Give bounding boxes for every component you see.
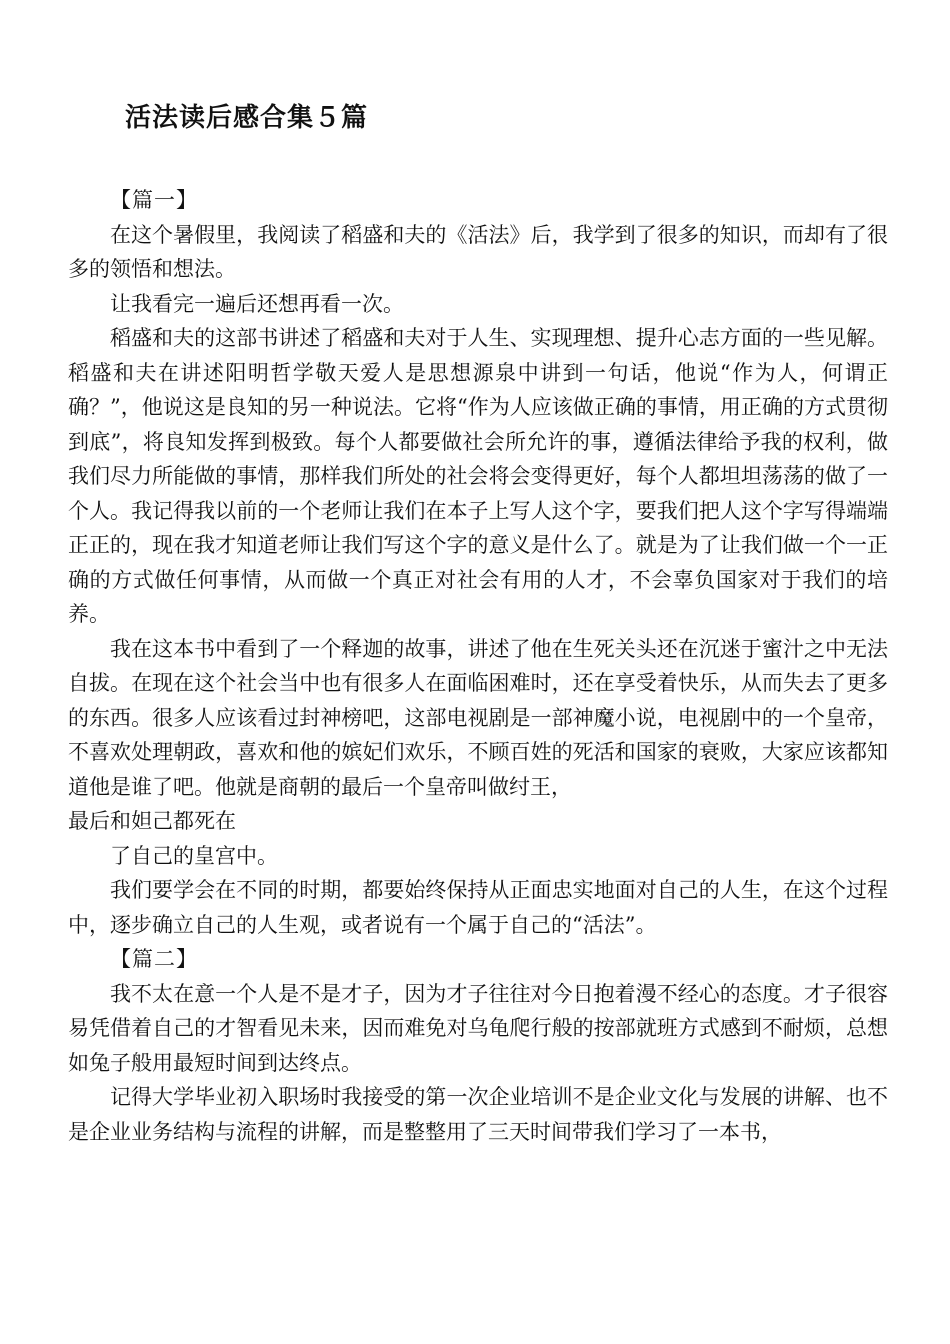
- document-body: [68, 183, 888, 1149]
- paragraph: 稻盛和夫的这部书讲述了稻盛和夫对于人生、实现理想、提升心志方面的一些见解。稻盛和夫在讲述阳明哲学敬天爱人是思想源泉中讲到一句话，他说“作为人，何谓正确？”，他说这是良知的另一种说法。它将“作为人应该做正确的事情，用正确的方式贯彻到底”，将良知发挥到极致。每个人都要做社会所允许的事，遵循法律给予我的权利，做我们尽力所能做的事情，那样我们所处的社会将会变得更好，每个人都坦坦荡荡的做了一个人。我记得我以前的一个老师让我们在本子上写人这个字，要我们把人这个字写得端端正正的，现在我才知道老师让我们写这个字的意义是什么了。就是为了让我们做一个一正确的方式做任何事情，从而做一个真正对社会有用的人才，不会辜负国家对于我们的培养。: [68, 326, 888, 626]
- paragraph: 我们要学会在不同的时期，都要始终保持从正面忠实地面对自己的人生，在这个过程中，逐步确立自己的人生观，或者说有一个属于自己的“活法”。: [68, 878, 888, 937]
- section-heading-1: 【篇一】: [110, 188, 198, 212]
- paragraph: 在这个暑假里，我阅读了稻盛和夫的《活法》后，我学到了很多的知识，而却有了很多的领悟和想法。: [68, 222, 888, 281]
- paragraph: 我在这本书中看到了一个释迦的故事，讲述了他在生死关头还在沉迷于蜜汁之中无法自拔。在现在这个社会当中也有很多人在面临困难时，还在享受着快乐，从而失去了更多的东西。很多人应该看过封神榜吧，这部电视剧是一部神魔小说，电视剧中的一个皇帝，不喜欢处理朝政，喜欢和他的嫔妃们欢乐，不顾百姓的死活和国家的衰败，大家应该都知道他是谁了吧。他就是商朝的最后一个皇帝叫做纣王，: [68, 636, 888, 799]
- paragraph: 我不太在意一个人是不是才子，因为才子往往对今日抱着漫不经心的态度。才子很容易凭借着自己的才智看见未来，因而难免对乌龟爬行般的按部就班方式感到不耐烦，总想如兔子般用最短时间到达终点。: [68, 981, 888, 1075]
- paragraph: 记得大学毕业初入职场时我接受的第一次企业培训不是企业文化与发展的讲解、也不是企业业务结构与流程的讲解，而是整整用了三天时间带我们学习了一本书，: [68, 1085, 888, 1144]
- paragraph: 了自己的皇宫中。: [110, 843, 278, 868]
- paragraph: 让我看完一遍后还想再看一次。: [110, 291, 404, 316]
- paragraph: 最后和妲己都死在: [68, 809, 236, 833]
- document-title: 活法读后感合集５篇: [125, 103, 369, 133]
- section-heading-2: 【篇二】: [110, 947, 198, 971]
